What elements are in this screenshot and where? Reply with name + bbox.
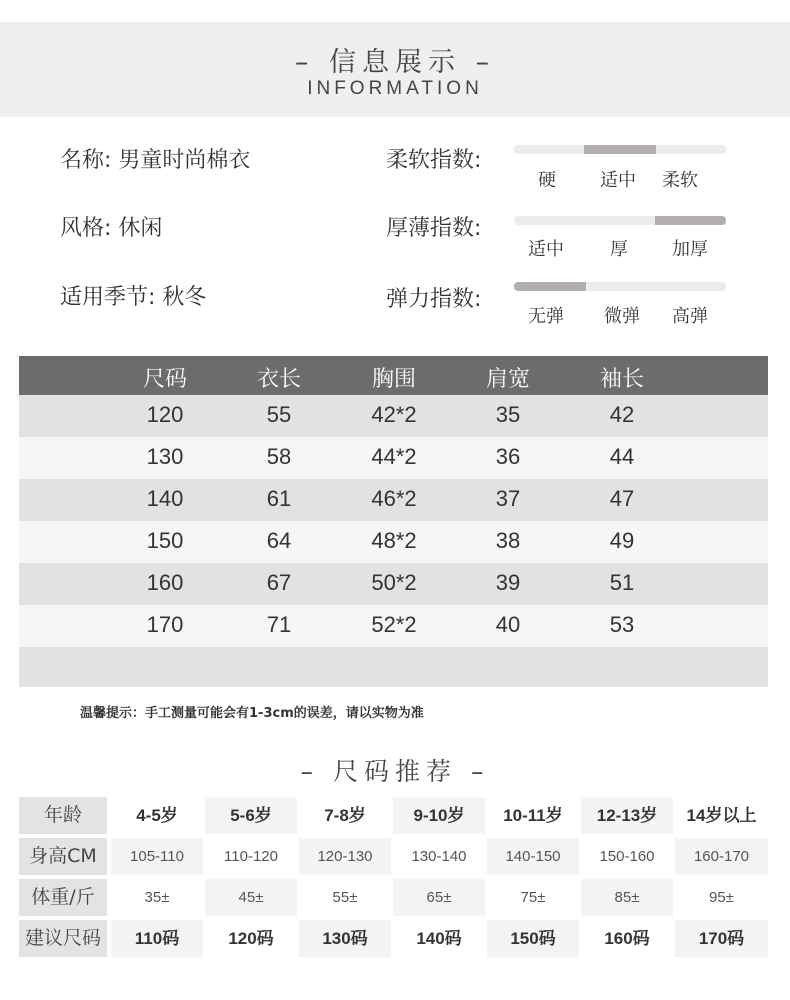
table-row [19,920,768,957]
table-cell: 160码 [604,929,650,948]
table-cell: 44 [609,444,635,469]
table-cell: 170 [146,612,184,637]
column-header: 胸围 [371,367,416,392]
table-cell: 71 [266,612,292,637]
table-cell: 130 [146,444,184,469]
info-label: 风格: [60,216,112,241]
table-row [19,563,768,605]
thickness-options [514,235,726,259]
table-cell: 4-5岁 [136,806,178,825]
table-cell: 120-130 [299,838,391,875]
info-name [60,143,250,174]
softness-options [514,166,726,190]
table-row [19,521,768,563]
table-cell: 150-160 [599,848,655,865]
table-cell: 36 [495,444,521,469]
page-title: – 信息展示 – [294,47,496,78]
column-header: 肩宽 [485,367,530,392]
table-cell: 140码 [416,929,462,948]
table-cell: 55 [266,402,292,427]
table-cell: 12-13岁 [581,797,673,834]
table-cell: 64 [266,528,292,553]
measurement-tip: 温馨提示：手工测量可能会有1-3cm的误差，请以实物为准 [80,706,424,721]
table-row [19,879,768,916]
elasticity-options [514,302,726,326]
thickness-bar [514,216,726,225]
table-row [19,395,768,437]
table-row [19,605,768,647]
table-cell: 35 [495,402,521,427]
table-row [19,437,768,479]
table-cell: 51 [609,570,635,595]
table-cell: 39 [495,570,521,595]
option-label: 厚 [610,239,628,260]
table-cell: 55± [332,889,358,906]
table-cell: 170码 [675,920,768,957]
table-cell: 75± [520,889,546,906]
table-cell: 52*2 [371,612,417,637]
option-label: 硬 [538,170,556,191]
table-cell: 120 [146,402,184,427]
info-label: 适用季节: [60,285,156,310]
option-label: 无弹 [528,306,564,327]
table-cell: 105-110 [111,838,203,875]
table-cell: 48*2 [371,528,417,553]
table-cell: 50*2 [371,570,417,595]
table-cell: 42 [609,402,635,427]
row-header: 年龄 [19,797,107,834]
option-label: 适中 [600,170,636,191]
info-value: 秋冬 [162,285,207,310]
table-cell: 10-11岁 [503,806,563,825]
softness-bar [514,145,726,154]
table-cell: 9-10岁 [393,797,485,834]
info-value: 男童时尚棉衣 [118,148,251,173]
table-cell: 85± [581,879,673,916]
table-cell: 7-8岁 [324,806,366,825]
recommend-table [19,797,768,961]
table-cell: 61 [266,486,292,511]
table-cell: 140-150 [487,838,579,875]
elasticity-label: 弹力指数: [386,287,482,312]
table-row [19,838,768,875]
thickness-fill [655,216,726,225]
column-header: 袖长 [599,367,644,392]
recommend-title: – 尺码推荐 – [300,757,490,786]
table-cell: 40 [495,612,521,637]
table-cell: 14岁以上 [686,806,757,825]
option-label: 适中 [528,239,564,260]
softness-label: 柔软指数: [386,148,482,173]
column-header: 尺码 [142,367,187,392]
table-cell: 110-120 [224,848,278,865]
table-cell: 5-6岁 [205,797,297,834]
table-cell: 150码 [487,920,579,957]
row-header: 体重/斤 [19,879,107,916]
table-cell: 130-140 [411,848,467,865]
table-row-empty [19,647,768,687]
info-value: 休闲 [118,216,163,241]
table-cell: 44*2 [371,444,417,469]
elasticity-bar [514,282,726,291]
option-label: 微弹 [604,306,640,327]
option-label: 加厚 [672,239,708,260]
table-cell: 49 [609,528,635,553]
info-season [60,280,206,311]
table-cell: 35± [144,889,170,906]
table-cell: 67 [266,570,292,595]
row-header: 建议尺码 [19,920,107,957]
table-row [19,479,768,521]
table-cell: 120码 [228,929,274,948]
option-label: 柔软 [662,170,698,191]
table-cell: 58 [266,444,292,469]
page-subtitle: INFORMATION [307,78,483,99]
table-cell: 42*2 [371,402,417,427]
table-cell: 150 [146,528,184,553]
table-cell: 47 [609,486,635,511]
table-cell: 53 [609,612,635,637]
table-cell: 46*2 [371,486,417,511]
table-cell: 37 [495,486,521,511]
thickness-label: 厚薄指数: [386,216,482,241]
table-cell: 95± [709,889,734,906]
row-header: 身高CM [19,838,107,875]
info-style [60,211,162,242]
option-label: 高弹 [672,306,708,327]
column-header: 衣长 [256,367,301,392]
softness-fill [584,145,656,154]
table-cell: 38 [495,528,521,553]
table-row [19,797,768,834]
table-cell: 65± [393,879,485,916]
table-cell: 160 [146,570,184,595]
table-cell: 160-170 [675,838,768,875]
table-cell: 130码 [299,920,391,957]
size-table-header [19,356,768,395]
table-cell: 110码 [111,920,203,957]
table-cell: 140 [146,486,184,511]
info-label: 名称: [60,148,112,173]
size-table [19,356,768,687]
table-cell: 45± [205,879,297,916]
elasticity-fill [514,282,586,291]
